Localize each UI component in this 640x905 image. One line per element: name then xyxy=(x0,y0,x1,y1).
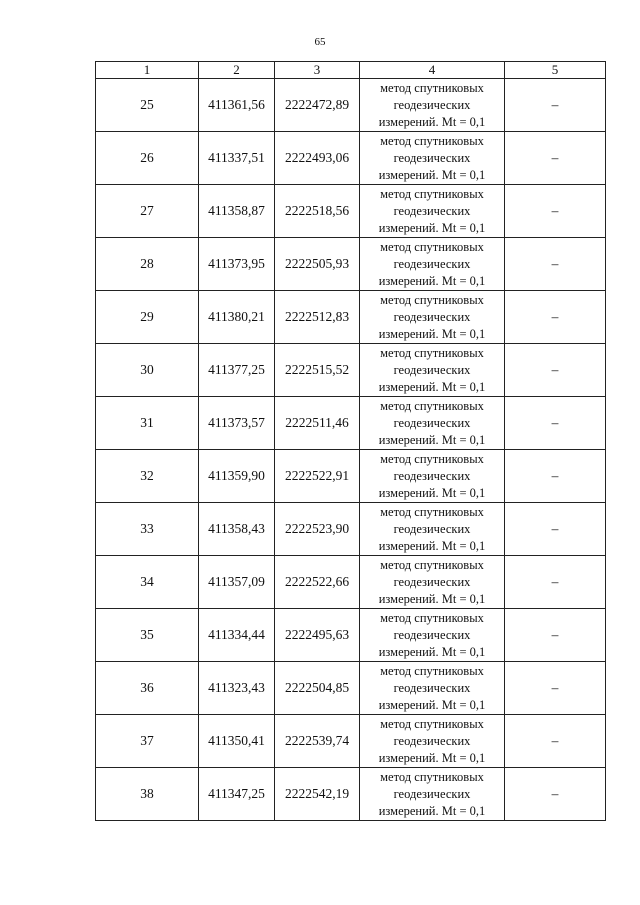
method-line: метод спутниковых xyxy=(380,292,484,307)
method-line: измерений. Mt = 0,1 xyxy=(378,273,486,288)
x-coordinate-cell: 411358,87 xyxy=(199,185,275,238)
note-cell: – xyxy=(505,397,606,450)
note-cell: – xyxy=(505,344,606,397)
method-cell xyxy=(360,715,505,768)
x-coordinate-cell: 411361,56 xyxy=(199,79,275,132)
y-coordinate-cell: 2222523,90 xyxy=(275,503,360,556)
column-header-1: 1 xyxy=(96,62,199,79)
method-line: измерений. Mt = 0,1 xyxy=(378,803,486,818)
table-row xyxy=(96,238,606,291)
x-coordinate-cell: 411350,41 xyxy=(199,715,275,768)
y-coordinate-cell: 2222522,66 xyxy=(275,556,360,609)
method-line: геодезических xyxy=(393,468,471,483)
method-line: геодезических xyxy=(393,627,471,642)
y-coordinate-cell: 2222539,74 xyxy=(275,715,360,768)
table-row xyxy=(96,609,606,662)
method-line: измерений. Mt = 0,1 xyxy=(378,538,486,553)
method-cell xyxy=(360,238,505,291)
table-header-row xyxy=(96,62,606,79)
method-line: геодезических xyxy=(393,362,471,377)
method-cell xyxy=(360,79,505,132)
method-line: геодезических xyxy=(393,203,471,218)
x-coordinate-cell: 411373,57 xyxy=(199,397,275,450)
point-number-cell: 28 xyxy=(96,238,199,291)
table-row xyxy=(96,79,606,132)
method-line: метод спутниковых xyxy=(380,769,484,784)
method-line: измерений. Mt = 0,1 xyxy=(378,697,486,712)
y-coordinate-cell: 2222472,89 xyxy=(275,79,360,132)
method-cell xyxy=(360,768,505,821)
coordinates-table xyxy=(95,61,606,821)
point-number-cell: 33 xyxy=(96,503,199,556)
x-coordinate-cell: 411358,43 xyxy=(199,503,275,556)
method-line: метод спутниковых xyxy=(380,663,484,678)
note-cell: – xyxy=(505,291,606,344)
x-coordinate-cell: 411323,43 xyxy=(199,662,275,715)
y-coordinate-cell: 2222518,56 xyxy=(275,185,360,238)
method-line: измерений. Mt = 0,1 xyxy=(378,379,486,394)
method-line: геодезических xyxy=(393,574,471,589)
method-cell xyxy=(360,291,505,344)
note-cell: – xyxy=(505,556,606,609)
page-number: 65 xyxy=(314,36,326,48)
note-cell: – xyxy=(505,609,606,662)
point-number-cell: 31 xyxy=(96,397,199,450)
method-line: геодезических xyxy=(393,309,471,324)
note-cell: – xyxy=(505,503,606,556)
table-row xyxy=(96,503,606,556)
y-coordinate-cell: 2222504,85 xyxy=(275,662,360,715)
method-cell xyxy=(360,185,505,238)
point-number-cell: 34 xyxy=(96,556,199,609)
note-cell: – xyxy=(505,450,606,503)
method-cell xyxy=(360,450,505,503)
method-line: измерений. Mt = 0,1 xyxy=(378,485,486,500)
note-cell: – xyxy=(505,79,606,132)
x-coordinate-cell: 411334,44 xyxy=(199,609,275,662)
y-coordinate-cell: 2222495,63 xyxy=(275,609,360,662)
y-coordinate-cell: 2222505,93 xyxy=(275,238,360,291)
point-number-cell: 27 xyxy=(96,185,199,238)
note-cell: – xyxy=(505,768,606,821)
y-coordinate-cell: 2222515,52 xyxy=(275,344,360,397)
x-coordinate-cell: 411337,51 xyxy=(199,132,275,185)
method-line: геодезических xyxy=(393,415,471,430)
method-line: измерений. Mt = 0,1 xyxy=(378,220,486,235)
y-coordinate-cell: 2222512,83 xyxy=(275,291,360,344)
column-header-2: 2 xyxy=(199,62,275,79)
note-cell: – xyxy=(505,715,606,768)
point-number-cell: 26 xyxy=(96,132,199,185)
table-row xyxy=(96,344,606,397)
table-row xyxy=(96,556,606,609)
method-line: метод спутниковых xyxy=(380,80,484,95)
note-cell: – xyxy=(505,185,606,238)
method-line: метод спутниковых xyxy=(380,239,484,254)
method-line: метод спутниковых xyxy=(380,451,484,466)
table-row xyxy=(96,768,606,821)
method-cell xyxy=(360,132,505,185)
y-coordinate-cell: 2222493,06 xyxy=(275,132,360,185)
x-coordinate-cell: 411380,21 xyxy=(199,291,275,344)
method-line: измерений. Mt = 0,1 xyxy=(378,167,486,182)
x-coordinate-cell: 411359,90 xyxy=(199,450,275,503)
note-cell: – xyxy=(505,132,606,185)
column-header-3: 3 xyxy=(275,62,360,79)
method-line: метод спутниковых xyxy=(380,610,484,625)
column-header-5: 5 xyxy=(505,62,606,79)
method-line: геодезических xyxy=(393,680,471,695)
y-coordinate-cell: 2222542,19 xyxy=(275,768,360,821)
table-row xyxy=(96,715,606,768)
column-header-4: 4 xyxy=(360,62,505,79)
method-line: измерений. Mt = 0,1 xyxy=(378,114,486,129)
table-body xyxy=(96,79,606,821)
method-line: метод спутниковых xyxy=(380,716,484,731)
point-number-cell: 35 xyxy=(96,609,199,662)
method-cell xyxy=(360,609,505,662)
method-line: геодезических xyxy=(393,97,471,112)
method-cell xyxy=(360,503,505,556)
note-cell: – xyxy=(505,662,606,715)
table-row xyxy=(96,132,606,185)
method-line: метод спутниковых xyxy=(380,133,484,148)
method-line: метод спутниковых xyxy=(380,345,484,360)
method-line: геодезических xyxy=(393,786,471,801)
table-row xyxy=(96,185,606,238)
table-row xyxy=(96,397,606,450)
method-line: метод спутниковых xyxy=(380,186,484,201)
point-number-cell: 30 xyxy=(96,344,199,397)
point-number-cell: 25 xyxy=(96,79,199,132)
method-line: измерений. Mt = 0,1 xyxy=(378,326,486,341)
y-coordinate-cell: 2222511,46 xyxy=(275,397,360,450)
point-number-cell: 36 xyxy=(96,662,199,715)
method-line: геодезических xyxy=(393,150,471,165)
point-number-cell: 38 xyxy=(96,768,199,821)
x-coordinate-cell: 411357,09 xyxy=(199,556,275,609)
note-cell: – xyxy=(505,238,606,291)
table-row xyxy=(96,662,606,715)
y-coordinate-cell: 2222522,91 xyxy=(275,450,360,503)
method-line: измерений. Mt = 0,1 xyxy=(378,432,486,447)
x-coordinate-cell: 411347,25 xyxy=(199,768,275,821)
method-cell xyxy=(360,397,505,450)
method-line: измерений. Mt = 0,1 xyxy=(378,591,486,606)
x-coordinate-cell: 411377,25 xyxy=(199,344,275,397)
method-line: метод спутниковых xyxy=(380,557,484,572)
point-number-cell: 37 xyxy=(96,715,199,768)
method-line: метод спутниковых xyxy=(380,504,484,519)
method-line: геодезических xyxy=(393,521,471,536)
method-cell xyxy=(360,662,505,715)
method-line: измерений. Mt = 0,1 xyxy=(378,644,486,659)
point-number-cell: 29 xyxy=(96,291,199,344)
method-line: измерений. Mt = 0,1 xyxy=(378,750,486,765)
method-cell xyxy=(360,556,505,609)
method-cell xyxy=(360,344,505,397)
method-line: геодезических xyxy=(393,733,471,748)
table-row xyxy=(96,450,606,503)
point-number-cell: 32 xyxy=(96,450,199,503)
x-coordinate-cell: 411373,95 xyxy=(199,238,275,291)
method-line: метод спутниковых xyxy=(380,398,484,413)
method-line: геодезических xyxy=(393,256,471,271)
table-row xyxy=(96,291,606,344)
